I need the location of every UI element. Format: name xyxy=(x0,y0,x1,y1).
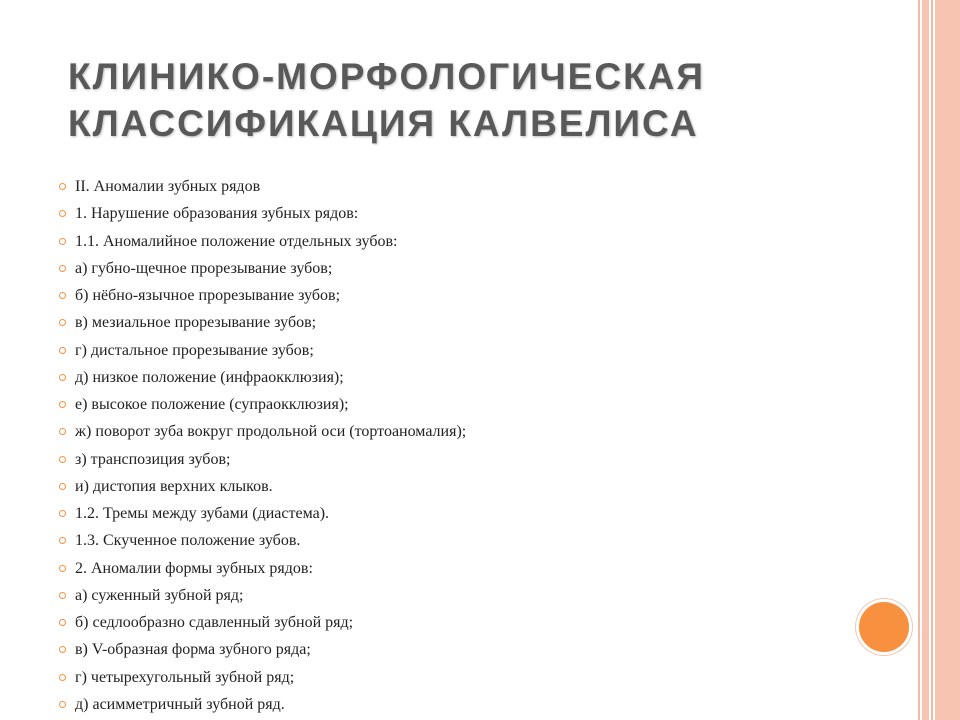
list-item xyxy=(58,556,878,583)
classification-list xyxy=(58,174,878,719)
bullet-icon xyxy=(59,674,66,681)
list-item xyxy=(58,392,878,419)
list-item-text: в) мезиальное прорезывание зубов; xyxy=(75,314,317,332)
bullet-icon xyxy=(59,537,66,544)
slide-title-line2: КЛАССИФИКАЦИЯ КАЛВЕЛИСА xyxy=(68,103,699,144)
decor-stripe xyxy=(922,0,929,720)
bullet-icon xyxy=(59,374,66,381)
list-item-text: 1. Нарушение образования зубных рядов: xyxy=(75,205,359,223)
list-item-text: б) седлообразно сдавленный зубной ряд; xyxy=(75,614,354,631)
bullet-icon xyxy=(59,592,66,599)
list-item-text: 2. Аномалии формы зубных рядов: xyxy=(75,559,313,577)
list-item xyxy=(58,229,878,256)
list-item-text: а) губно-щечное прорезывание зубов; xyxy=(75,259,333,277)
bullet-icon xyxy=(59,238,66,245)
list-item xyxy=(58,447,878,474)
bullet-icon xyxy=(59,619,66,626)
list-item xyxy=(58,174,878,201)
bullet-icon xyxy=(59,428,66,435)
bullet-icon xyxy=(59,292,66,299)
list-item xyxy=(58,338,878,365)
bullet-icon xyxy=(59,183,66,190)
list-item-text: г) дистальное прорезывание зубов; xyxy=(75,341,314,359)
list-item xyxy=(58,310,878,337)
list-item xyxy=(58,610,878,637)
list-item-text: 1.3. Скученное положение зубов. xyxy=(75,532,301,550)
list-item xyxy=(58,583,878,610)
bullet-icon xyxy=(59,210,66,217)
bullet-icon xyxy=(59,646,66,653)
list-item-text: г) четырехугольный зубной ряд; xyxy=(75,668,295,686)
list-item xyxy=(58,419,878,446)
bullet-icon xyxy=(59,565,66,572)
bullet-icon xyxy=(59,510,66,517)
list-item-text: и) дистопия верхних клыков. xyxy=(75,477,273,495)
slide-title-line1: КЛИНИКО-МОРФОЛОГИЧЕСКАЯ xyxy=(68,56,705,97)
bullet-icon xyxy=(59,401,66,408)
list-item-text: II. Аномалии зубных рядов xyxy=(75,178,261,195)
list-item xyxy=(58,637,878,664)
list-item-text: д) асимметричный зубной ряд. xyxy=(75,695,285,713)
list-item xyxy=(58,528,878,555)
list-item xyxy=(58,474,878,501)
list-item-text: а) суженный зубной ряд; xyxy=(75,586,244,604)
list-item xyxy=(58,201,878,228)
decor-stripe xyxy=(935,0,960,720)
list-item-text: 1.1. Аномалийное положение отдельных зубов: xyxy=(75,232,398,250)
decor-stripe xyxy=(931,0,933,720)
list-item xyxy=(58,283,878,310)
list-item-text: б) нёбно-язычное прорезывание зубов; xyxy=(75,287,341,304)
slide-title xyxy=(68,53,888,147)
list-item-text: 1.2. Тремы между зубами (диастема). xyxy=(75,505,330,522)
list-item xyxy=(58,665,878,692)
decor-stripe xyxy=(918,0,920,720)
list-item xyxy=(58,692,878,719)
list-item-text: д) низкое положение (инфраокклюзия); xyxy=(75,368,344,386)
list-item-text: в) V-образная форма зубного ряда; xyxy=(75,641,311,659)
list-item xyxy=(58,256,878,283)
list-item xyxy=(58,365,878,392)
list-item xyxy=(58,501,878,528)
bullet-icon xyxy=(59,456,66,463)
bullet-icon xyxy=(59,265,66,272)
bullet-icon xyxy=(59,347,66,354)
list-item-text: з) транспозиция зубов; xyxy=(75,450,231,468)
list-item-text: ж) поворот зуба вокруг продольной оси (тортоаномалия); xyxy=(75,423,467,441)
bullet-icon xyxy=(59,701,66,708)
bullet-icon xyxy=(59,319,66,326)
bullet-icon xyxy=(59,483,66,490)
list-item-text: е) высокое положение (супраокклюзия); xyxy=(75,396,349,413)
